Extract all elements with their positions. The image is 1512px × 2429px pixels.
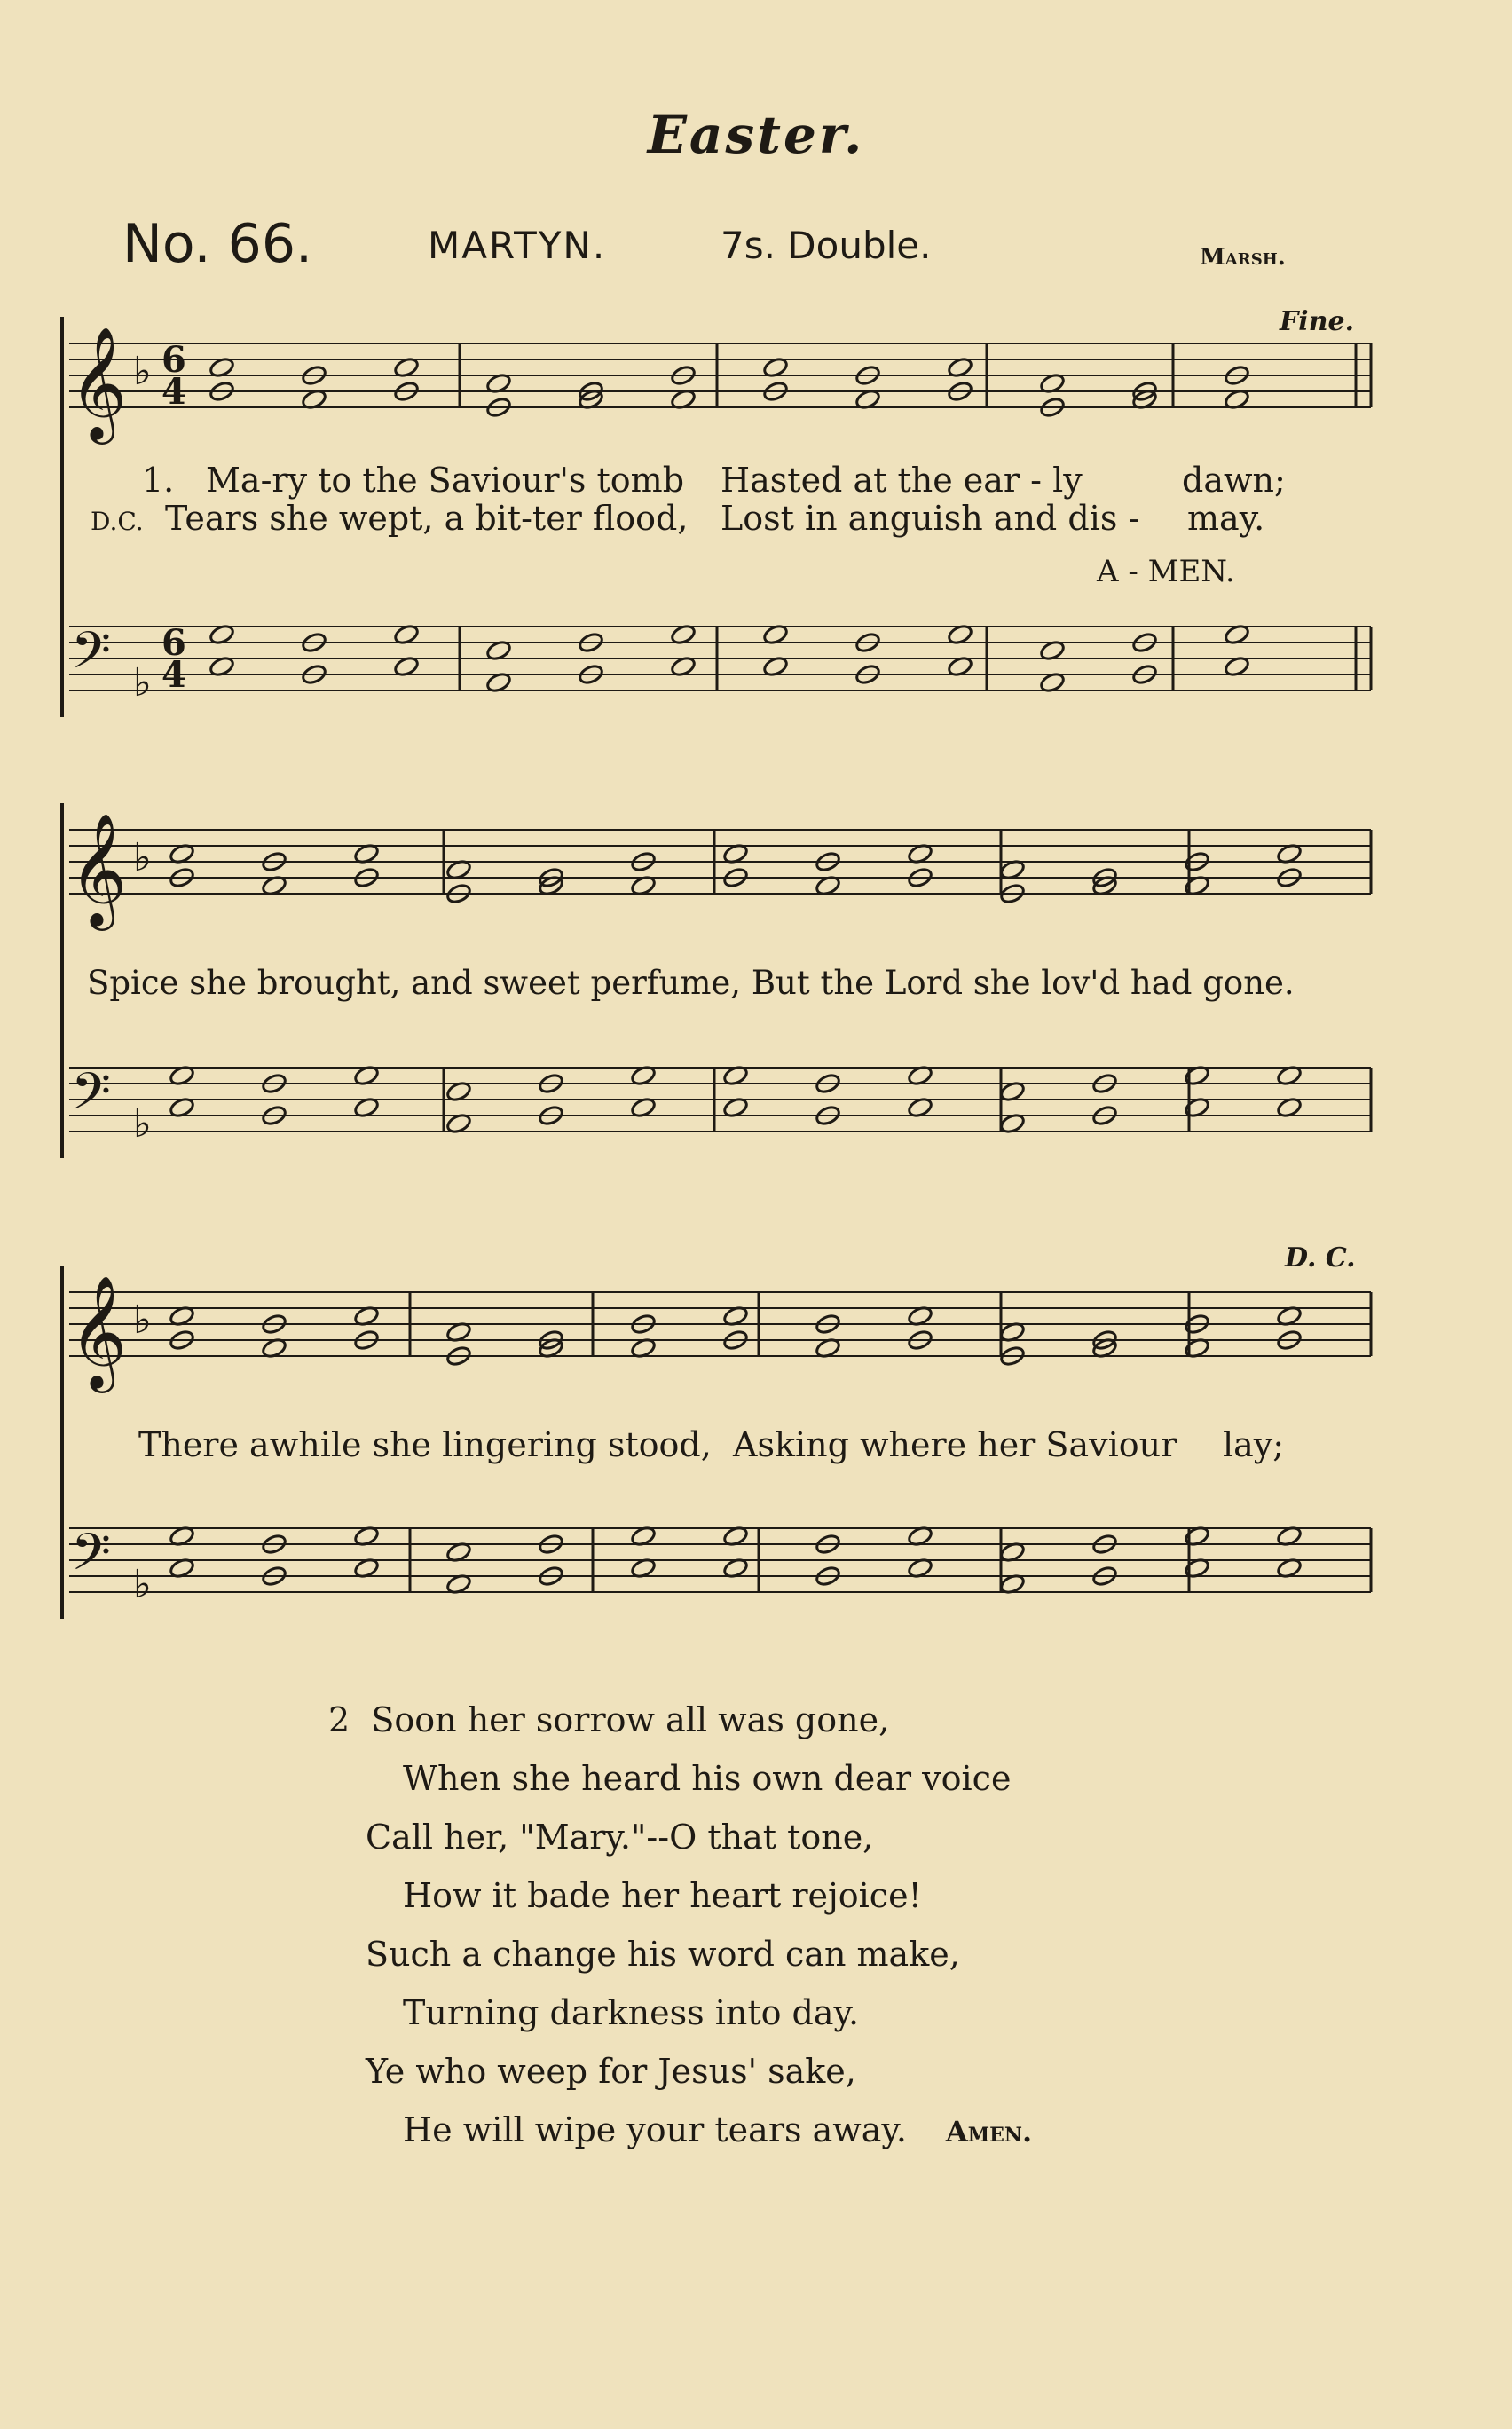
verse-line: How it bade her heart rejoice! [403, 1876, 922, 1915]
lyric-line: Lost in anguish and dis - [721, 499, 1140, 538]
verse-line: Ye who weep for Jesus' sake, [366, 2052, 856, 2091]
verse-text: Soon her sorrow all was gone, [371, 1700, 890, 1739]
lyric-line: Tears she wept, a bit-ter flood, [165, 499, 689, 538]
treble-clef: 𝄞 [69, 326, 128, 439]
amen-syllables: A - MEN. [1097, 554, 1235, 589]
time-signature: 4 [161, 371, 186, 413]
verse-2 [328, 1691, 1032, 2159]
section-title: Easter. [647, 105, 865, 165]
time-signature: 6 [161, 339, 186, 381]
time-signature: 6 [161, 622, 186, 664]
flat-sign: ♭ [133, 1562, 152, 1607]
hymn-number: No. 66. [122, 213, 313, 275]
verse-line: Call her, "Mary."--O that tone, [366, 1818, 874, 1857]
lyric-line: may. [1187, 499, 1265, 538]
bass-clef: 𝄢 [71, 1522, 112, 1595]
meter: 7s. Double. [721, 224, 932, 267]
lyric-verse1-label: 1. [142, 461, 175, 500]
flat-sign: ♭ [133, 660, 152, 706]
verse-number: 2 [328, 1700, 350, 1739]
lyric-dc-label: D.C. [91, 507, 144, 536]
bass-clef: 𝄢 [71, 620, 112, 693]
verse-line: Turning darkness into day. [403, 1993, 860, 2032]
verse-text: He will wipe your tears away. [403, 2110, 907, 2149]
bass-clef: 𝄢 [71, 1061, 112, 1134]
lyric-line: Asking where her Saviour [733, 1425, 1177, 1464]
flat-sign: ♭ [133, 835, 152, 880]
flat-sign: ♭ [133, 349, 152, 394]
composer-name: Marsh. [1200, 244, 1286, 271]
fine-mark: Fine. [1280, 306, 1355, 337]
lyric-line: Spice she brought, and sweet perfume, But the Lord she lov'd had gone. [87, 964, 1295, 1002]
verse-line [328, 2101, 1032, 2159]
lyric-line: There awhile she lingering stood, [138, 1425, 712, 1464]
flat-sign: ♭ [133, 1101, 152, 1147]
verse-line: Such a change his word can make, [366, 1935, 960, 1974]
tune-name: MARTYN. [428, 224, 607, 267]
verse-line: When she heard his own dear voice [403, 1759, 1012, 1798]
verse-line [328, 1691, 1032, 1749]
lyric-line: Ma-ry to the Saviour's tomb [206, 461, 685, 500]
dc-mark: D. C. [1285, 1242, 1356, 1274]
lyric-line: lay; [1223, 1425, 1285, 1464]
time-signature: 4 [161, 654, 186, 696]
flat-sign: ♭ [133, 1297, 152, 1343]
amen-label: Amen. [945, 2115, 1033, 2149]
lyric-line: dawn; [1182, 461, 1286, 500]
treble-clef: 𝄞 [69, 1274, 128, 1388]
lyric-line: Hasted at the ear - ly [721, 461, 1083, 500]
treble-clef: 𝄞 [69, 812, 128, 926]
